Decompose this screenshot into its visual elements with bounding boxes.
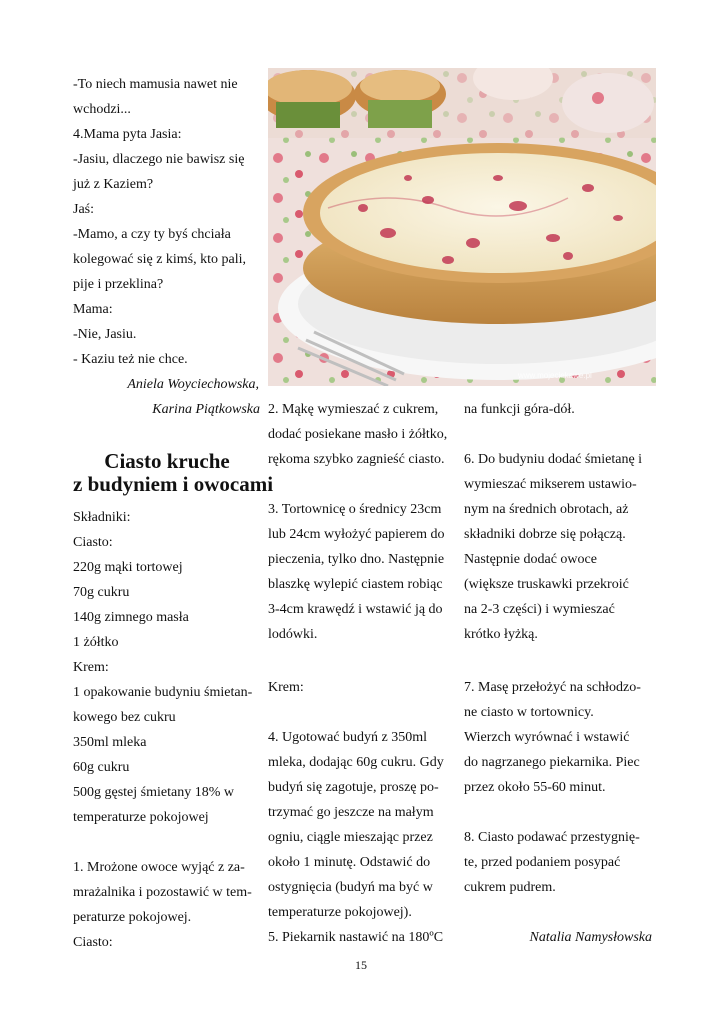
text-line: 5. Piekarnik nastawić na 180ºC	[268, 930, 444, 945]
text-line: składniki dobrze się połączą.	[464, 527, 626, 542]
text-line: 140g zimnego masła	[73, 610, 189, 625]
text-line: Następnie dodać owoce	[464, 552, 597, 567]
text-line: 7. Masę przełożyć na schłodzo-	[464, 680, 641, 695]
text-line: Mama:	[73, 302, 113, 317]
text-line: ogniu, ciągle mieszając przez	[268, 830, 433, 845]
text-line: lub 24cm wyłożyć papierem do	[268, 527, 445, 542]
text-line: 4.Mama pyta Jasia:	[73, 127, 182, 142]
text-line: wchodzi...	[73, 102, 131, 117]
author-name: Aniela Woyciechowska,	[127, 377, 259, 392]
text-line: temperaturze pokojowej	[73, 810, 209, 825]
photo-watermark: www.mojeciekawe.pl	[518, 371, 592, 380]
recipe-title-line2: z budyniem i owocami	[73, 472, 274, 496]
text-line: wymieszać mikserem ustawio-	[464, 477, 637, 492]
text-line: 4. Ugotować budyń z 350ml	[268, 730, 428, 745]
text-line: 2. Mąkę wymieszać z cukrem,	[268, 402, 439, 417]
text-line: Ciasto:	[73, 535, 113, 550]
text-line: 1 żółtko	[73, 635, 119, 650]
text-line: 1 opakowanie budyniu śmietan-	[73, 685, 253, 700]
text-line: kowego bez cukru	[73, 710, 176, 725]
text-line: pije i przeklina?	[73, 277, 164, 292]
text-line: 60g cukru	[73, 760, 130, 775]
text-line: cukrem pudrem.	[464, 880, 556, 895]
text-line: Ciasto:	[73, 935, 113, 950]
text-line: -To niech mamusia nawet nie	[73, 77, 238, 92]
text-line: temperaturze pokojowej).	[268, 905, 412, 920]
text-line: te, przed podaniem posypać	[464, 855, 621, 870]
text-line: Składniki:	[73, 510, 131, 525]
text-line: na 2-3 części) i wymieszać	[464, 602, 615, 617]
text-line: dodać posiekane masło i żółtko,	[268, 427, 448, 442]
text-line: Wierzch wyrównać i wstawić	[464, 730, 630, 745]
text-line: Krem:	[268, 680, 304, 695]
text-line: - Kaziu też nie chce.	[73, 352, 188, 367]
text-line: Jaś:	[73, 202, 94, 217]
text-line: 6. Do budyniu dodać śmietanę i	[464, 452, 643, 467]
text-line: -Nie, Jasiu.	[73, 327, 137, 342]
text-line: peraturze pokojowej.	[73, 910, 192, 925]
text-line: 1. Mrożone owoce wyjąć z za-	[73, 860, 245, 875]
text-line: rękoma szybko zagnieść ciasto.	[268, 452, 445, 467]
text-line: budyń się zagotuje, proszę po-	[268, 780, 439, 795]
text-line: blaszkę wylepić ciastem robiąc	[268, 577, 443, 592]
text-line: już z Kaziem?	[73, 177, 154, 192]
text-line: nym na średnich obrotach, aż	[464, 502, 629, 517]
text-line: ostygnięcia (budyń ma być w	[268, 880, 433, 895]
author-name: Karina Piątkowska	[152, 402, 260, 417]
text-line: 3. Tortownicę o średnicy 23cm	[268, 502, 442, 517]
text-line: mleka, dodając 60g cukru. Gdy	[268, 755, 444, 770]
text-line: 3-4cm krawędź i wstawić ją do	[268, 602, 443, 617]
text-line: kolegować się z kimś, kto pali,	[73, 252, 247, 267]
text-line: mrażalnika i pozostawić w tem-	[73, 885, 252, 900]
text-line: 350ml mleka	[73, 735, 147, 750]
text-line: 8. Ciasto podawać przestygnię-	[464, 830, 640, 845]
text-line: do nagrzanego piekarnika. Piec	[464, 755, 640, 770]
text-line: przez około 55-60 minut.	[464, 780, 606, 795]
text-line: 500g gęstej śmietany 18% w	[73, 785, 234, 800]
text-line: -Jasiu, dlaczego nie bawisz się	[73, 152, 245, 167]
cheesecake-tart-photo	[268, 68, 656, 386]
page-number: 15	[355, 958, 367, 972]
text-line: krótko łyżką.	[464, 627, 538, 642]
text-line: (większe truskawki przekroić	[464, 577, 629, 592]
text-line: na funkcji góra-dół.	[464, 402, 575, 417]
text-line: -Mamo, a czy ty byś chciała	[73, 227, 231, 242]
text-line: 70g cukru	[73, 585, 130, 600]
text-line: trzymać go jeszcze na małym	[268, 805, 434, 820]
text-line: około 1 minutę. Odstawić do	[268, 855, 431, 870]
text-line: pieczenia, tylko dno. Następnie	[268, 552, 445, 567]
author-name: Natalia Namysłowska	[529, 930, 652, 945]
text-line: lodówki.	[268, 627, 318, 642]
text-line: Krem:	[73, 660, 109, 675]
text-line: ne ciasto w tortownicy.	[464, 705, 594, 720]
text-line: 220g mąki tortowej	[73, 560, 183, 575]
recipe-title-line1: Ciasto kruche	[104, 449, 230, 473]
